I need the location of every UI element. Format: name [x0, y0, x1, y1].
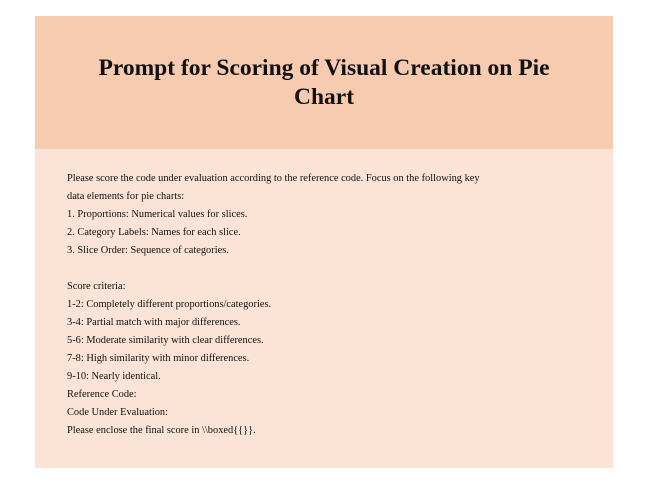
page-title: Prompt for Scoring of Visual Creation on Pie Chart	[98, 54, 550, 110]
reference-code-label: Reference Code:	[67, 389, 137, 400]
card-header	[35, 16, 613, 149]
criteria-heading: Score criteria:	[67, 281, 126, 292]
intro-line: data elements for pie charts:	[67, 191, 185, 202]
key-element-category-labels: 2. Category Labels: Names for each slice.	[67, 227, 241, 238]
code-under-evaluation-label: Code Under Evaluation:	[67, 407, 168, 418]
criteria-line: 7-8: High similarity with minor differences.	[67, 353, 250, 364]
key-element-proportions: 1. Proportions: Numerical values for slices.	[67, 209, 248, 220]
final-instruction: Please enclose the final score in \\boxed{{}}.	[67, 425, 256, 436]
criteria-line: 5-6: Moderate similarity with clear differences.	[67, 335, 264, 346]
spacer	[67, 260, 581, 278]
criteria-line: 3-4: Partial match with major differences.	[67, 317, 241, 328]
criteria-line: 1-2: Completely different proportions/categories.	[67, 299, 272, 310]
intro-line: Please score the code under evaluation according to the reference code. Focus on the following key	[67, 173, 480, 184]
card-body	[35, 149, 613, 440]
prompt-card	[35, 16, 613, 468]
key-element-slice-order: 3. Slice Order: Sequence of categories.	[67, 245, 229, 256]
criteria-line: 9-10: Nearly identical.	[67, 371, 161, 382]
